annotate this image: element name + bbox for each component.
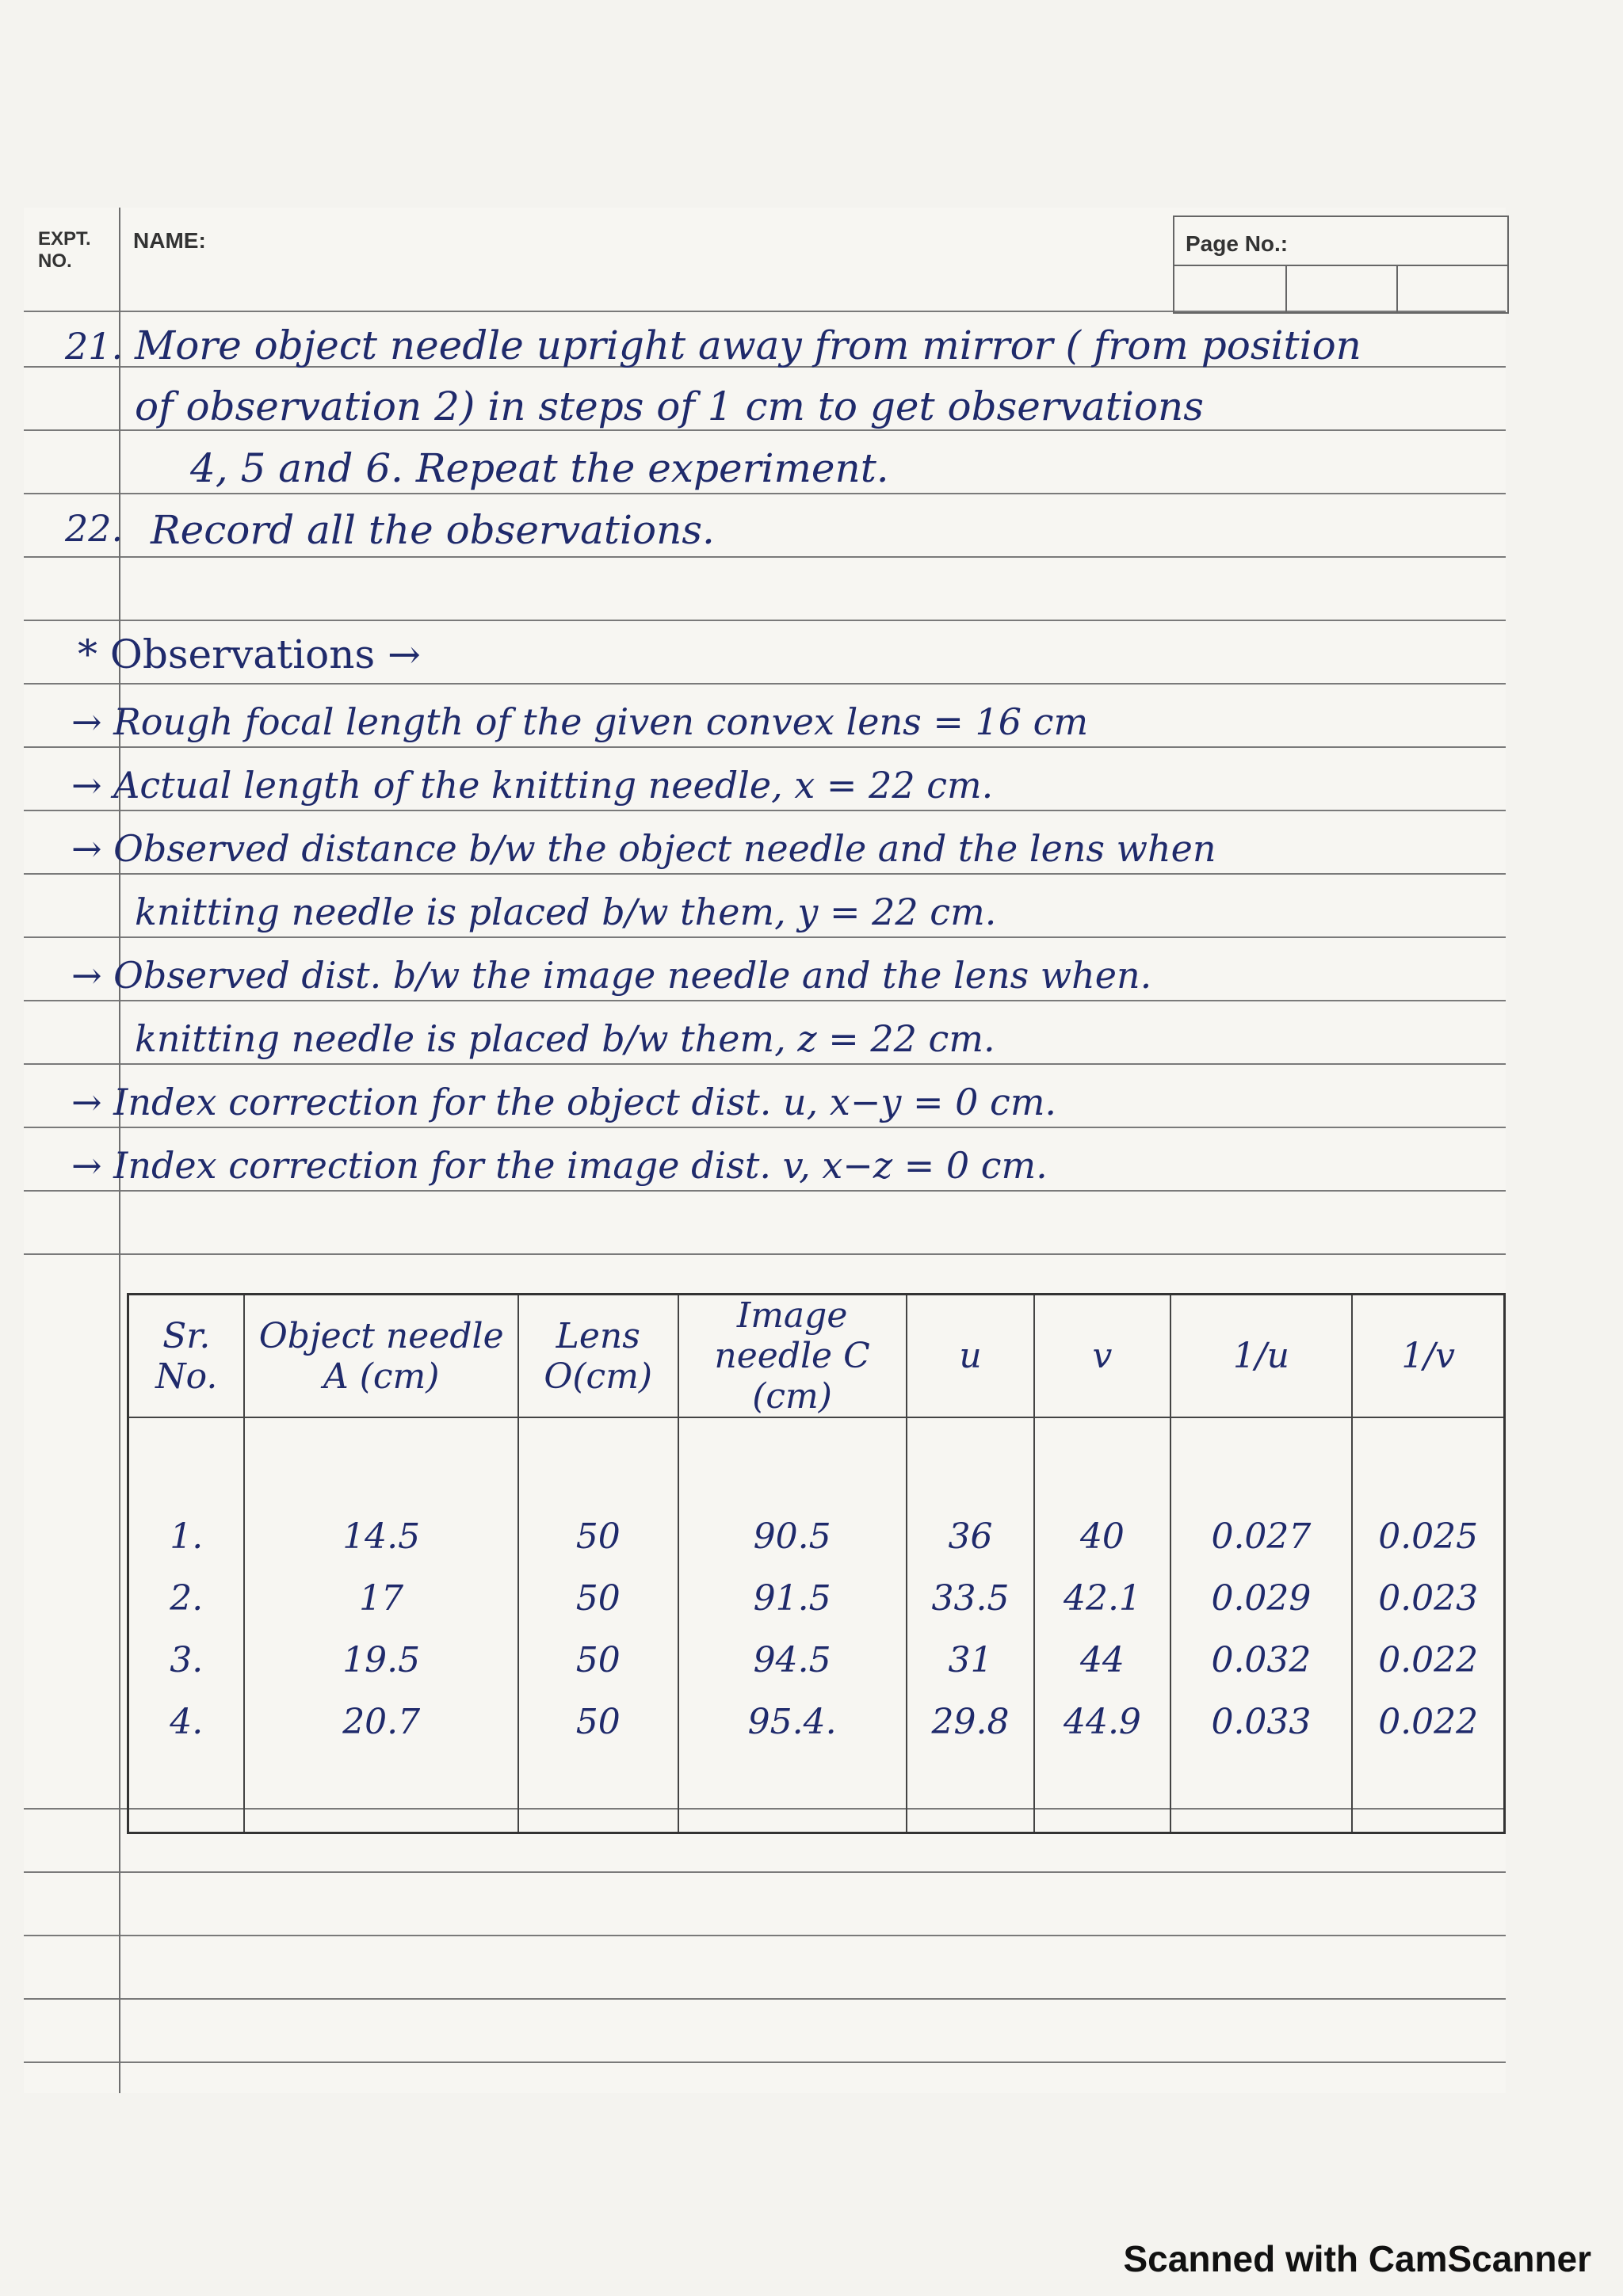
table-row (128, 1505, 1505, 1567)
cell-object-needle: 14.5 (244, 1505, 517, 1567)
cell-inv-v: 0.023 (1352, 1567, 1504, 1629)
observation-line: → Observed dist. b/w the image needle and the lens when. (71, 954, 1152, 997)
observation-line: knitting needle is placed b/w them, y = 22 cm. (135, 891, 997, 933)
page-no-label: Page No.: (1186, 231, 1289, 256)
cell-inv-u: 0.032 (1170, 1629, 1353, 1691)
rule-line (24, 1253, 1506, 1255)
cell-lens: 50 (518, 1567, 678, 1629)
col-header-u: u (907, 1295, 1035, 1418)
cell-u: 31 (907, 1629, 1035, 1691)
rule-line (24, 556, 1506, 558)
observation-line: → Actual length of the knitting needle, x = 22 cm. (71, 764, 994, 807)
col-header-inv-u: 1/u (1170, 1295, 1353, 1418)
table-row (128, 1691, 1505, 1753)
col-header-v: v (1034, 1295, 1170, 1418)
cell-sr-no: 4. (128, 1691, 245, 1753)
cell-object-needle: 19.5 (244, 1629, 517, 1691)
step-text-line: Record all the observations. (151, 507, 715, 553)
cell-image-needle: 94.5 (678, 1629, 907, 1691)
rule-line (24, 1063, 1506, 1065)
rule-line (24, 683, 1506, 685)
table-spacer-row (128, 1753, 1505, 1833)
cell-inv-v: 0.022 (1352, 1691, 1504, 1753)
step-number: 21. (65, 325, 124, 368)
step-text-line: More object needle upright away from mirror ( from position (135, 322, 1361, 368)
observation-line: → Rough focal length of the given convex lens = 16 cm (71, 700, 1089, 743)
step-text-line: 4, 5 and 6. Repeat the experiment. (190, 445, 889, 491)
observation-line: → Index correction for the object dist. u, x−y = 0 cm. (71, 1081, 1057, 1123)
cell-inv-u: 0.029 (1170, 1567, 1353, 1629)
cell-inv-u: 0.027 (1170, 1505, 1353, 1567)
col-header-sr-no: Sr. No. (128, 1295, 245, 1418)
cell-inv-v: 0.022 (1352, 1629, 1504, 1691)
rule-line (24, 2061, 1506, 2063)
cell-inv-v: 0.025 (1352, 1505, 1504, 1567)
rule-line (24, 810, 1506, 811)
page-no-box (1173, 215, 1509, 314)
col-header-lens: Lens O(cm) (518, 1295, 678, 1418)
cell-u: 33.5 (907, 1567, 1035, 1629)
rule-line (24, 1998, 1506, 2000)
rule-line (24, 429, 1506, 431)
rule-line (24, 1000, 1506, 1001)
name-label: NAME: (133, 228, 206, 253)
cell-image-needle: 91.5 (678, 1567, 907, 1629)
table-row (128, 1629, 1505, 1691)
rule-line (24, 1127, 1506, 1128)
cell-v: 44.9 (1034, 1691, 1170, 1753)
rule-line (24, 620, 1506, 621)
cell-lens: 50 (518, 1691, 678, 1753)
observation-line: knitting needle is placed b/w them, z = 22 cm. (135, 1017, 995, 1060)
observation-line: → Observed distance b/w the object needle and the lens when (71, 827, 1216, 870)
observation-table (127, 1293, 1506, 1834)
cell-v: 44 (1034, 1629, 1170, 1691)
cell-u: 36 (907, 1505, 1035, 1567)
rule-line (24, 873, 1506, 875)
rule-line (24, 1190, 1506, 1192)
scanner-watermark: Scanned with CamScanner (1123, 2238, 1591, 2279)
observation-line: → Index correction for the image dist. v, x−z = 0 cm. (71, 1144, 1048, 1187)
step-number: 22. (65, 507, 124, 550)
cell-lens: 50 (518, 1629, 678, 1691)
cell-sr-no: 3. (128, 1629, 245, 1691)
col-header-image-needle: Image needle C (cm) (678, 1295, 907, 1418)
cell-u: 29.8 (907, 1691, 1035, 1753)
rule-line (24, 1871, 1506, 1873)
cell-object-needle: 20.7 (244, 1691, 517, 1753)
cell-sr-no: 2. (128, 1567, 245, 1629)
rule-line (24, 746, 1506, 748)
cell-inv-u: 0.033 (1170, 1691, 1353, 1753)
cell-image-needle: 95.4. (678, 1691, 907, 1753)
cell-lens: 50 (518, 1505, 678, 1567)
col-header-inv-v: 1/v (1352, 1295, 1504, 1418)
notebook-page (24, 208, 1506, 2093)
cell-v: 42.1 (1034, 1567, 1170, 1629)
cell-v: 40 (1034, 1505, 1170, 1567)
cell-sr-no: 1. (128, 1505, 245, 1567)
table-header-row (128, 1295, 1505, 1418)
rule-line (24, 493, 1506, 494)
cell-image-needle: 90.5 (678, 1505, 907, 1567)
table-spacer-row (128, 1417, 1505, 1505)
col-header-object-needle: Object needle A (cm) (244, 1295, 517, 1418)
step-text-line: of observation 2) in steps of 1 cm to get observations (135, 383, 1204, 429)
rule-line (24, 1935, 1506, 1936)
table-row (128, 1567, 1505, 1629)
cell-object-needle: 17 (244, 1567, 517, 1629)
rule-line (24, 936, 1506, 938)
observations-heading: * Observations → (78, 631, 421, 677)
expt-no-label: EXPT. NO. (38, 228, 91, 272)
